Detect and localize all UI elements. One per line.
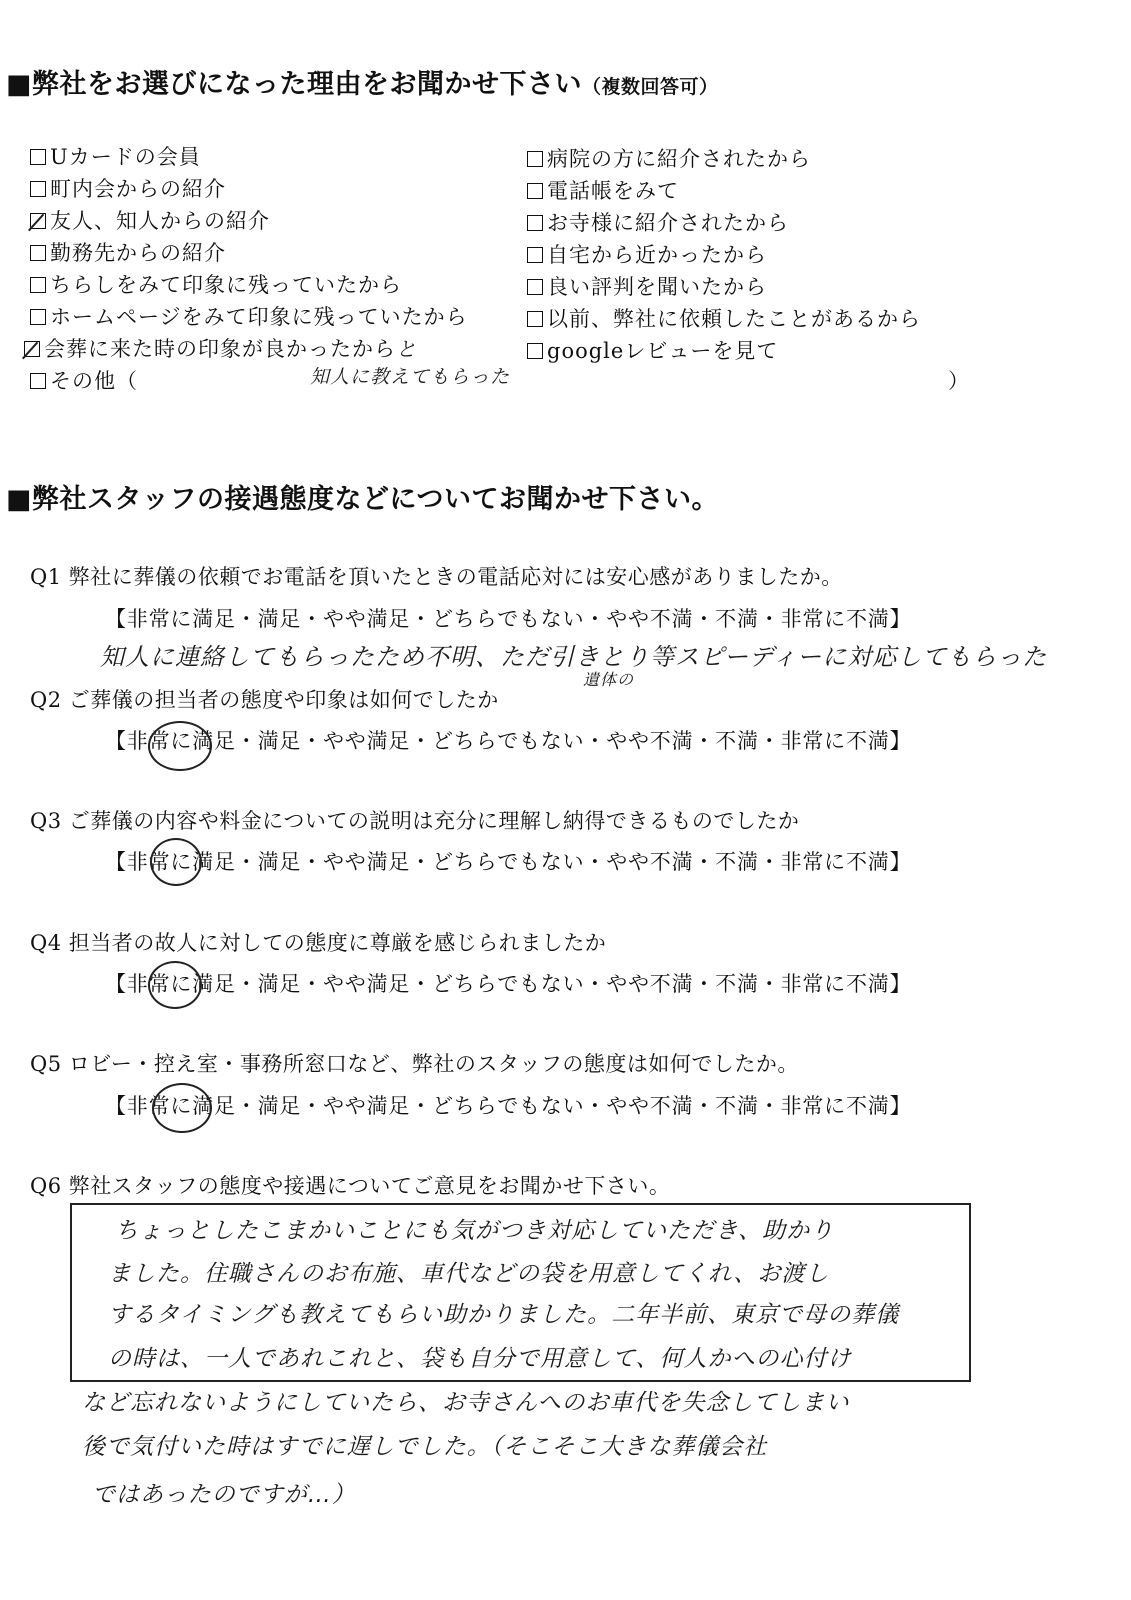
checkbox[interactable] bbox=[30, 277, 46, 293]
option-label: 勤務先からの紹介 bbox=[50, 241, 226, 265]
answer-circle-q2 bbox=[148, 721, 212, 771]
option-label: 会葬に来た時の印象が良かったから bbox=[44, 337, 396, 361]
section1-subtitle: （複数回答可） bbox=[582, 76, 719, 98]
comment-line: など忘れないようにしていたら、お寺さんへのお車代を失念してしまい bbox=[82, 1390, 850, 1416]
question-q1: Q1 弊社に葬儀の依頼でお電話を頂いたときの電話応対には安心感がありましたか。 bbox=[30, 565, 843, 589]
comment-line: ではあったのですが…） bbox=[92, 1482, 356, 1508]
option-label: 友人、知人からの紹介 bbox=[50, 209, 270, 233]
option-label: ホームページをみて印象に残っていたから bbox=[50, 305, 468, 329]
option-label: 以前、弊社に依頼したことがあるから bbox=[547, 307, 921, 331]
option-label: 病院の方に紹介されたから bbox=[547, 147, 811, 171]
scale-q3: 【非常に満足・満足・やや満足・どちらでもない・やや不満・不満・非常に不満】 bbox=[105, 850, 912, 874]
checkbox[interactable] bbox=[527, 247, 543, 263]
question-q5: Q5 ロビー・控え室・事務所窓口など、弊社のスタッフの態度は如何でしたか。 bbox=[30, 1052, 799, 1076]
option-label: ちらしをみて印象に残っていたから bbox=[50, 273, 402, 297]
handwritten-and: と bbox=[396, 337, 417, 361]
option-temple[interactable] bbox=[527, 207, 789, 237]
checkbox[interactable] bbox=[527, 151, 543, 167]
option-label: 電話帳をみて bbox=[547, 179, 679, 203]
question-q3: Q3 ご葬儀の内容や料金についての説明は充分に理解し納得できるものでしたか bbox=[30, 809, 800, 833]
option-ucard[interactable] bbox=[30, 141, 201, 171]
answer-circle-q5 bbox=[152, 1083, 212, 1133]
option-label: googleレビューを見て bbox=[547, 339, 779, 363]
comment-line: の時は、一人であれこれと、袋も自分で用意して、何人かへの心付け bbox=[108, 1346, 852, 1372]
scale-q4: 【非常に満足・満足・やや満足・どちらでもない・やや不満・不満・非常に不満】 bbox=[105, 972, 912, 996]
section1-title-text: ■弊社をお選びになった理由をお聞かせ下さい bbox=[6, 69, 583, 100]
section2-title: ■弊社スタッフの接遇態度などについてお聞かせ下さい。 bbox=[6, 484, 719, 515]
option-homepage[interactable] bbox=[30, 301, 468, 331]
q1-handwritten-note: 知人に連絡してもらったため不明、ただ引きとり等スピーディーに対応してもらった bbox=[100, 643, 1048, 671]
option-flyer[interactable] bbox=[30, 269, 402, 299]
option-workplace[interactable] bbox=[30, 237, 226, 267]
comment-line: するタイミングも教えてもらい助かりました。二年半前、東京で母の葬儀 bbox=[108, 1302, 900, 1328]
checkbox[interactable] bbox=[527, 343, 543, 359]
option-label: 自宅から近かったから bbox=[547, 243, 767, 267]
scale-q2: 【非常に満足・満足・やや満足・どちらでもない・やや不満・不満・非常に不満】 bbox=[105, 729, 912, 753]
comment-line: 後で気付いた時はすでに遅しでした。（そこそこ大きな葬儀会社 bbox=[82, 1434, 768, 1460]
option-label: 良い評判を聞いたから bbox=[547, 275, 767, 299]
option-phonebook[interactable] bbox=[527, 175, 679, 205]
checkbox[interactable] bbox=[527, 215, 543, 231]
checkbox[interactable] bbox=[527, 279, 543, 295]
option-friend[interactable] bbox=[30, 205, 270, 235]
option-label: 町内会からの紹介 bbox=[50, 177, 226, 201]
option-funeral-impression[interactable] bbox=[24, 333, 417, 363]
checkbox-checked[interactable] bbox=[30, 213, 46, 229]
option-neighborhood[interactable] bbox=[30, 173, 226, 203]
other-handwritten-note: 知人に教えてもらった bbox=[310, 366, 511, 388]
option-other[interactable] bbox=[30, 365, 138, 395]
option-label: お寺様に紹介されたから bbox=[547, 211, 789, 235]
checkbox[interactable] bbox=[30, 373, 46, 389]
checkbox[interactable] bbox=[527, 183, 543, 199]
checkbox[interactable] bbox=[30, 309, 46, 325]
option-near-home[interactable] bbox=[527, 239, 767, 269]
option-label: Uカードの会員 bbox=[50, 145, 201, 169]
q1-handwritten-insert: 遺体の bbox=[583, 670, 635, 689]
option-reputation[interactable] bbox=[527, 271, 767, 301]
section1-title bbox=[6, 62, 719, 101]
scale-q1: 【非常に満足・満足・やや満足・どちらでもない・やや不満・不満・非常に不満】 bbox=[105, 607, 912, 631]
comment-line: ちょっとしたこまかいことにも気がつき対応していただき、助かり bbox=[115, 1218, 835, 1244]
question-q6: Q6 弊社スタッフの態度や接遇についてご意見をお聞かせ下さい。 bbox=[30, 1174, 671, 1198]
answer-circle-q4 bbox=[148, 961, 202, 1009]
question-q2: Q2 ご葬儀の担当者の態度や印象は如何でしたか bbox=[30, 688, 499, 712]
comment-line: ました。住職さんのお布施、車代などの袋を用意してくれ、お渡し bbox=[108, 1261, 830, 1287]
checkbox[interactable] bbox=[30, 181, 46, 197]
scale-q5: 【非常に満足・満足・やや満足・どちらでもない・やや不満・不満・非常に不満】 bbox=[105, 1094, 912, 1118]
answer-circle-q3 bbox=[150, 838, 202, 886]
checkbox-checked[interactable] bbox=[24, 341, 40, 357]
option-label: その他（ bbox=[50, 369, 138, 393]
question-q4: Q4 担当者の故人に対しての態度に尊厳を感じられましたか bbox=[30, 931, 607, 955]
other-close-paren: ） bbox=[948, 369, 970, 393]
checkbox[interactable] bbox=[30, 245, 46, 261]
option-previous[interactable] bbox=[527, 303, 921, 333]
checkbox[interactable] bbox=[30, 149, 46, 165]
checkbox[interactable] bbox=[527, 311, 543, 327]
option-hospital[interactable] bbox=[527, 143, 811, 173]
option-google-review[interactable] bbox=[527, 335, 778, 365]
